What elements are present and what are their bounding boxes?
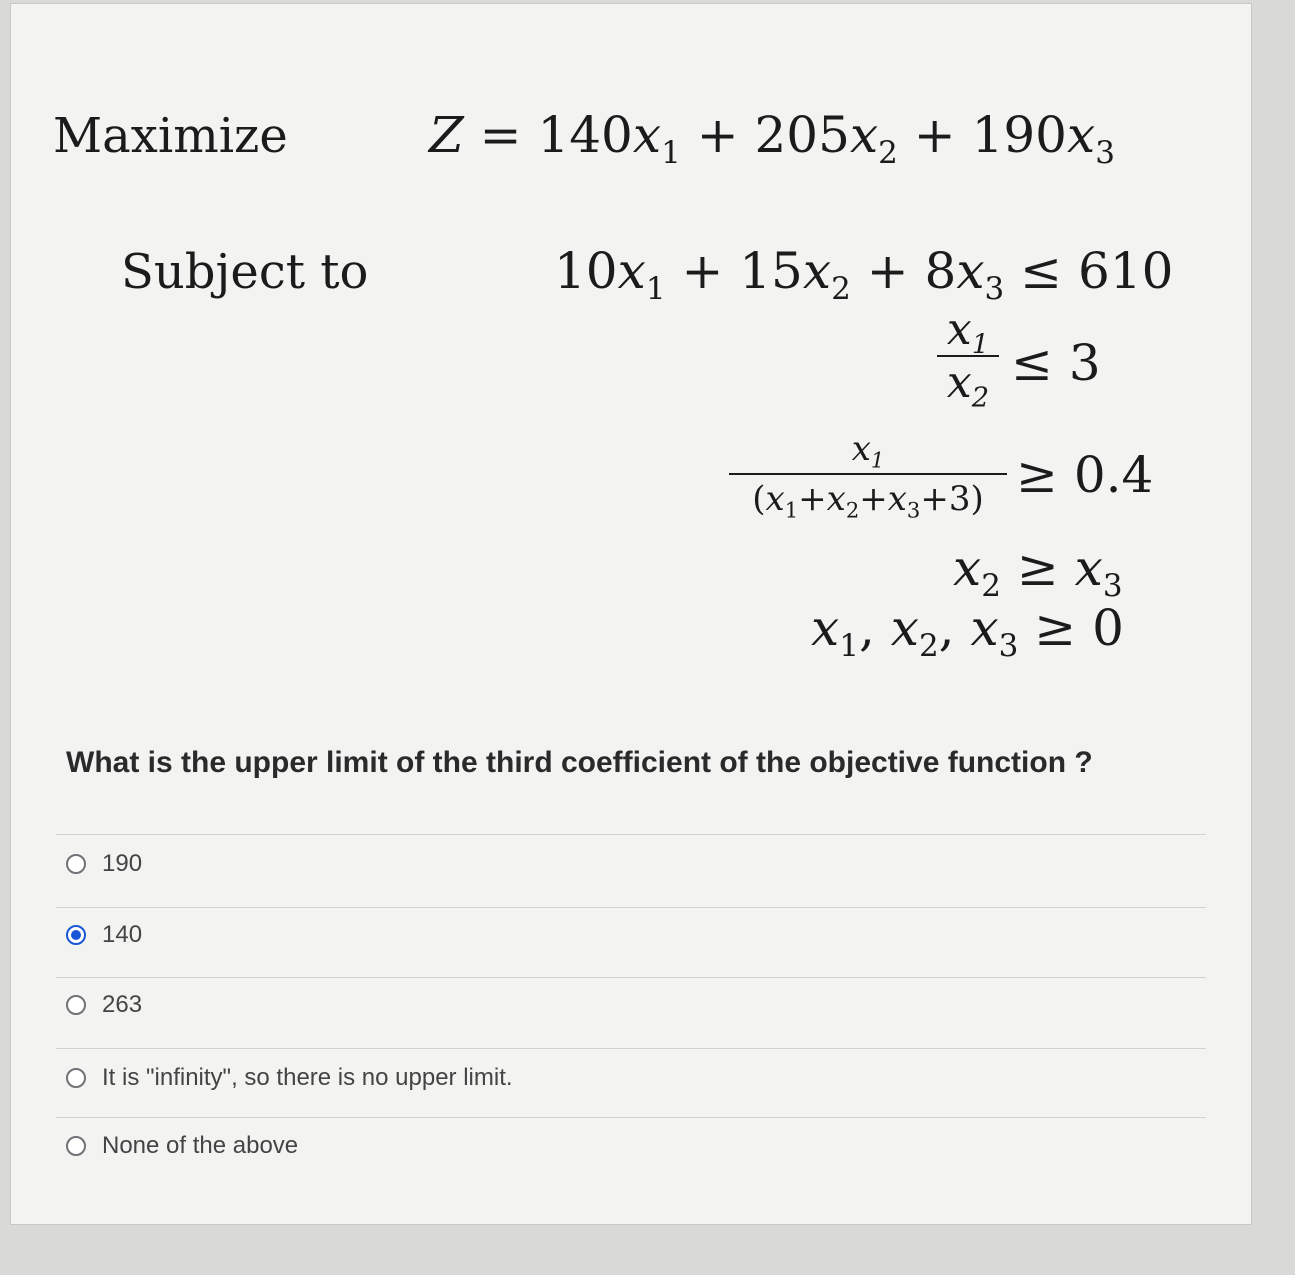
constraint-3-rhs: ≥ 0.4 xyxy=(1016,446,1154,504)
option-label: None of the above xyxy=(102,1132,299,1159)
radio-button[interactable] xyxy=(66,1068,86,1088)
option-label: It is "infinity", so there is no upper limit. xyxy=(102,1064,513,1091)
question-card xyxy=(10,3,1252,1225)
option-263[interactable] xyxy=(66,991,142,1019)
divider xyxy=(56,977,1206,978)
constraint-5: $x_1$, $x_2$, $x_3 \ge 0$ xyxy=(811,599,1124,664)
divider xyxy=(56,834,1206,835)
option-190[interactable] xyxy=(66,850,142,878)
divider xyxy=(56,907,1206,908)
subject-to-label: Subject to xyxy=(121,244,369,300)
option-infinity[interactable] xyxy=(66,1064,513,1092)
divider xyxy=(56,1117,1206,1118)
objective-coef-1: 140 xyxy=(537,106,633,164)
objective-lhs: Z xyxy=(429,106,464,164)
constraint-4: $x_2 \ge x_3$ xyxy=(953,539,1123,604)
objective-coef-2: 205 xyxy=(754,106,850,164)
maximize-label: Maximize xyxy=(53,108,288,164)
option-label: 140 xyxy=(102,921,143,948)
objective-coef-3: 190 xyxy=(971,106,1067,164)
radio-button-selected[interactable] xyxy=(66,925,86,945)
radio-button[interactable] xyxy=(66,1136,86,1156)
constraint-1: $10x_1 + 15x_2 + 8x_3 \le 610$ xyxy=(554,242,1174,307)
constraint-2-fraction: $x_1$ $x_2$ xyxy=(937,304,999,408)
constraint-3-fraction: $x_1$ $(x_1+x_2+x_3+3)$ xyxy=(729,429,1007,519)
divider xyxy=(56,1048,1206,1049)
radio-button[interactable] xyxy=(66,854,86,874)
option-none-of-the-above[interactable] xyxy=(66,1132,298,1160)
option-label: 263 xyxy=(102,991,143,1018)
radio-button[interactable] xyxy=(66,995,86,1015)
constraint-2-rhs: ≤ 3 xyxy=(1011,334,1101,392)
question-text: What is the upper limit of the third coefficient of the objective function ? xyxy=(66,746,1093,779)
objective-function: $Z = 140x_1 + 205x_2 + 190x_3$ xyxy=(429,106,1115,171)
option-140[interactable] xyxy=(66,921,142,949)
option-label: 190 xyxy=(102,850,143,877)
